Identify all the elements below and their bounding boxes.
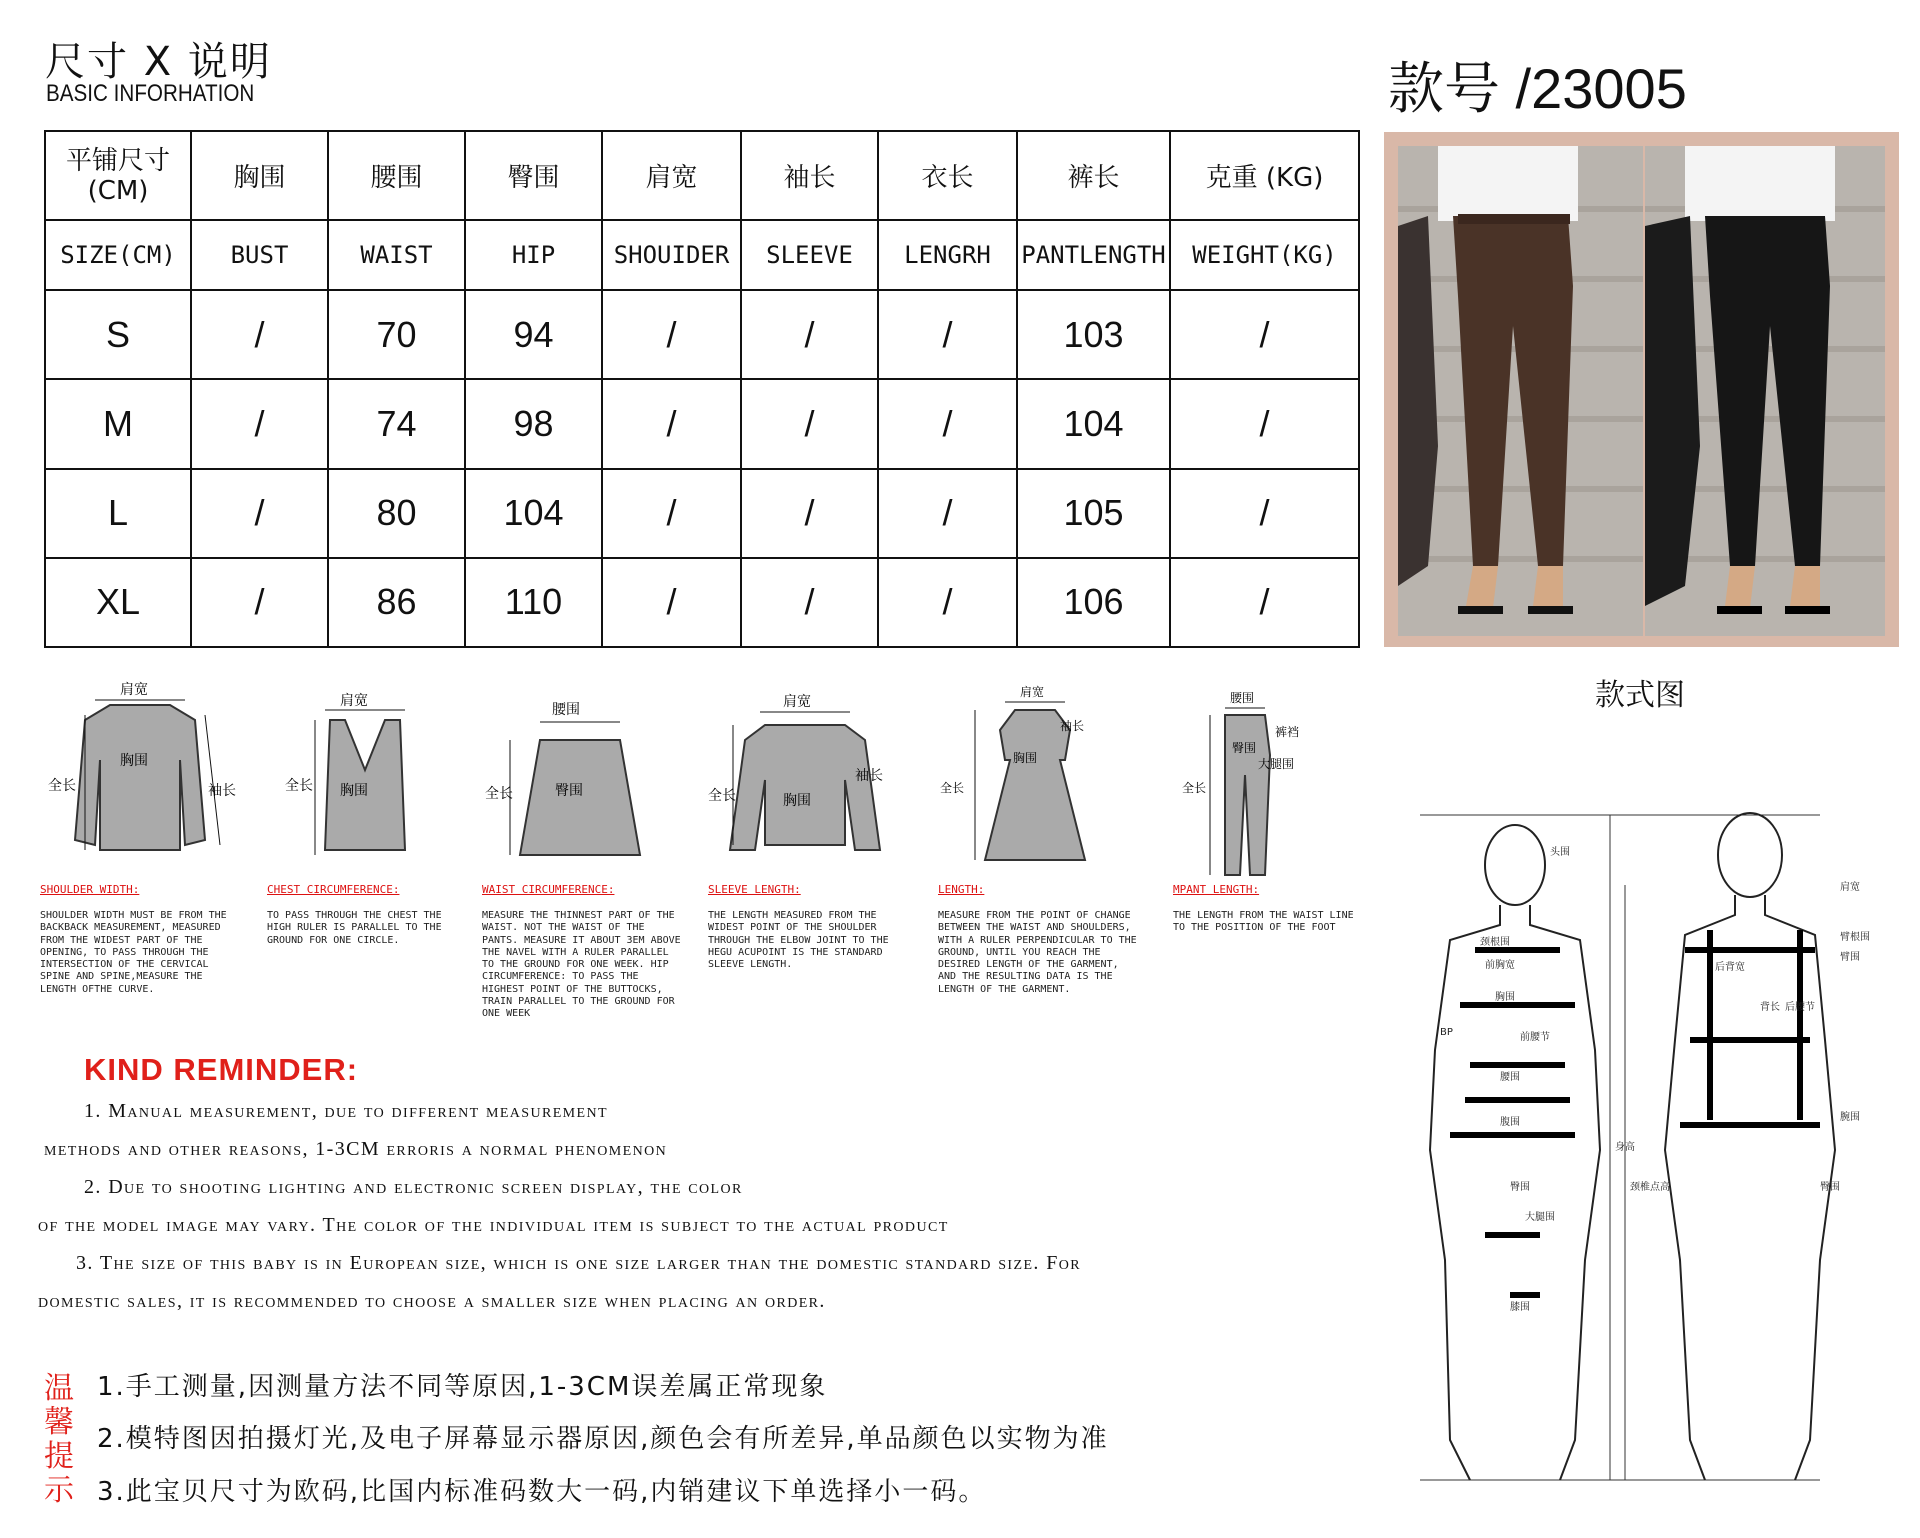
tip-line: 1.手工测量,因测量方法不同等原因,1-3CM误差属正常现象 xyxy=(97,1372,828,1402)
body-label: 后背宽 xyxy=(1715,962,1745,973)
style-number: 款号 /23005 xyxy=(1388,57,1687,120)
table-cell: / xyxy=(741,379,878,468)
body-label: 臂围 xyxy=(1840,952,1860,963)
table-cell: 94 xyxy=(465,290,602,379)
product-photo-brown xyxy=(1398,146,1643,636)
table-cell: 110 xyxy=(465,558,602,647)
header-cell: 袖长 xyxy=(741,131,878,220)
diagram-label: 腰围 xyxy=(1230,691,1255,705)
header-cell: HIP xyxy=(465,220,602,290)
header-cell: BUST xyxy=(191,220,328,290)
table-cell: 98 xyxy=(465,379,602,468)
page-title-en: BASIC INFORHATION xyxy=(46,80,255,107)
diagram-desc: TO PASS THROUGH THE CHEST THE HIGH RULER IS PARALLEL TO THE GROUND FOR ONE CIRCLE. xyxy=(267,910,442,946)
diagram-label: 腰围 xyxy=(552,702,580,718)
table-cell: / xyxy=(602,469,741,558)
sweater-diagram xyxy=(705,680,905,880)
diagram-title: LENGTH: xyxy=(938,883,985,896)
header-cell: 裤长 xyxy=(1017,131,1170,220)
diagram-label: 裤裆 xyxy=(1275,725,1300,739)
table-row xyxy=(45,379,1359,468)
table-cell: 74 xyxy=(328,379,465,468)
body-label: 膝围 xyxy=(1510,1302,1530,1313)
table-header-en xyxy=(45,220,1359,290)
size-table xyxy=(44,130,1360,648)
table-cell: / xyxy=(741,469,878,558)
body-label: 身高 xyxy=(1615,1142,1635,1153)
diagram-label: 袖长 xyxy=(855,768,883,784)
diagram-label: 肩宽 xyxy=(120,682,148,698)
skirt-diagram xyxy=(480,680,680,880)
diagram-label: 胸围 xyxy=(783,793,811,809)
header-cell: SIZE(CM) xyxy=(45,220,191,290)
diagram-desc: MEASURE FROM THE POINT OF CHANGE BETWEEN THE WAIST AND SHOULDERS, WITH A RULER PERPENDICULAR TO THE GROUND, UNTIL YOU REACH THE DESIRED LENGTH OF THE GARMENT, AND THE RESULTING DATA IS THE LENGTH OF THE GARMENT. xyxy=(938,910,1137,995)
header-cell: LENGRH xyxy=(878,220,1017,290)
body-label: 前腰节 xyxy=(1520,1032,1550,1043)
tips-label-char: 提 xyxy=(44,1439,74,1474)
header-cell: 衣长 xyxy=(878,131,1017,220)
table-cell: / xyxy=(1170,379,1359,468)
table-cell: / xyxy=(191,469,328,558)
body-label: 背长 xyxy=(1760,1002,1780,1013)
table-row xyxy=(45,290,1359,379)
diagram-title: SHOULDER WIDTH: xyxy=(40,883,140,896)
tips-label-char: 示 xyxy=(44,1473,74,1508)
table-row xyxy=(45,558,1359,647)
reminder-line: methods and other reasons, 1-3CM erroris a normal phenomenon xyxy=(44,1138,668,1160)
table-cell: S xyxy=(45,290,191,379)
table-cell: / xyxy=(1170,558,1359,647)
body-label: 颈椎点高 xyxy=(1630,1182,1670,1193)
diagram-label: 肩宽 xyxy=(1020,685,1045,699)
header-cell: 肩宽 xyxy=(602,131,741,220)
diagram-label: 全长 xyxy=(285,778,313,794)
body-label: 臀围 xyxy=(1820,1182,1840,1193)
tip-line: 3.此宝贝尺寸为欧码,比国内标准码数大一码,内销建议下单选择小一码。 xyxy=(97,1477,987,1507)
table-cell: M xyxy=(45,379,191,468)
tips-label-char: 温 xyxy=(44,1371,74,1406)
table-cell: 104 xyxy=(1017,379,1170,468)
table-cell: 105 xyxy=(1017,469,1170,558)
body-label: 胸围 xyxy=(1495,992,1515,1003)
diagram-desc: THE LENGTH MEASURED FROM THE WIDEST POINT OF THE SHOULDER THROUGH THE ELBOW JOINT TO THE HEGU ACUPOINT IS THE STANDARD SLEEVE LENGTH. xyxy=(708,910,889,971)
header-cell: 腰围 xyxy=(328,131,465,220)
diagram-label: 胸围 xyxy=(120,753,148,769)
header-cell: SLEEVE xyxy=(741,220,878,290)
diagram-label: 袖长 xyxy=(208,783,236,799)
diagram-label: 肩宽 xyxy=(340,693,368,709)
table-cell: / xyxy=(191,290,328,379)
diagram-label: 全长 xyxy=(940,781,965,795)
diagram-label: 全长 xyxy=(485,786,513,802)
tank-diagram xyxy=(265,680,465,880)
diagram-title: SLEEVE LENGTH: xyxy=(708,883,801,896)
diagram-label: 胸围 xyxy=(1013,751,1038,765)
body-label: 颈根围 xyxy=(1480,937,1510,948)
body-label: 肩宽 xyxy=(1840,882,1860,893)
table-cell: / xyxy=(602,558,741,647)
body-measurement-chart xyxy=(1360,790,1900,1510)
diagram-label: 全长 xyxy=(708,788,736,804)
table-cell: 106 xyxy=(1017,558,1170,647)
table-cell: 104 xyxy=(465,469,602,558)
diagram-label: 臀围 xyxy=(555,783,583,799)
body-label: 臀围 xyxy=(1510,1182,1530,1193)
diagram-label: 全长 xyxy=(1182,781,1207,795)
table-cell: / xyxy=(878,469,1017,558)
table-cell: 86 xyxy=(328,558,465,647)
photo-caption: 款式图 xyxy=(1595,678,1685,713)
diagram-title: MPANT LENGTH: xyxy=(1173,883,1260,896)
table-cell: 80 xyxy=(328,469,465,558)
diagram-desc: MEASURE THE THINNEST PART OF THE WAIST. NOT THE WAIST OF THE PANTS. MEASURE IT ABOUT 3EM ABOVE THE NAVEL WITH A RULER PARALLEL TO THE GROUND FOR ONE WEEK. HIP CIRCUMFERENCE: TO PASS THE HIGHEST POINT OF THE BUTTOCKS, TRAIN PARALLEL TO THE GROUND FOR ONE WEEK xyxy=(482,910,681,1020)
table-cell: / xyxy=(191,379,328,468)
table-cell: / xyxy=(741,290,878,379)
header-cell: WAIST xyxy=(328,220,465,290)
reminder-line: domestic sales, it is recommended to choose a smaller size when placing an order. xyxy=(38,1290,826,1312)
body-label: 臂根围 xyxy=(1840,932,1870,943)
header-cell: PANTLENGTH xyxy=(1017,220,1170,290)
header-cell: SHOUIDER xyxy=(602,220,741,290)
pants-diagram xyxy=(1170,680,1370,880)
table-cell: / xyxy=(878,558,1017,647)
table-cell: / xyxy=(1170,469,1359,558)
table-cell: / xyxy=(1170,290,1359,379)
body-label: 头围 xyxy=(1550,847,1570,858)
table-row xyxy=(45,469,1359,558)
header-cell: 胸围 xyxy=(191,131,328,220)
reminder-title: KIND REMINDER: xyxy=(84,1052,359,1087)
header-cell: 平铺尺寸 (CM) xyxy=(45,131,191,220)
reminder-line: of the model image may vary. The color of the individual item is subject to the actual product xyxy=(38,1214,949,1236)
table-cell: / xyxy=(602,290,741,379)
product-photo-black xyxy=(1645,146,1885,636)
table-cell: / xyxy=(878,379,1017,468)
body-label: 大腿围 xyxy=(1525,1212,1555,1223)
table-cell: 103 xyxy=(1017,290,1170,379)
reminder-line: 2. Due to shooting lighting and electronic screen display, the color xyxy=(84,1176,743,1198)
diagram-desc: SHOULDER WIDTH MUST BE FROM THE BACKBACK MEASUREMENT, MEASURED FROM THE WIDEST PART OF THE OPENING, TO PASS THROUGH THE INTERSECTION OF THE CERVICAL SPINE AND SPINE,MEASURE THE LENGTH OFTHE CURVE. xyxy=(40,910,227,995)
table-cell: 70 xyxy=(328,290,465,379)
header-cell: 臀围 xyxy=(465,131,602,220)
diagram-title: CHEST CIRCUMFERENCE: xyxy=(267,883,400,896)
diagram-label: 胸围 xyxy=(340,783,368,799)
reminder-line: 3. The size of this baby is in European size, which is one size larger than the domestic standard size. For xyxy=(76,1252,1081,1274)
body-label: 前胸宽 xyxy=(1485,960,1515,971)
dress-diagram xyxy=(935,680,1135,880)
table-cell: / xyxy=(602,379,741,468)
table-cell: / xyxy=(741,558,878,647)
page-title-cn: 尺寸 X 说明 xyxy=(45,39,272,85)
body-label: 腕围 xyxy=(1840,1112,1860,1123)
diagram-label: 大腿围 xyxy=(1258,757,1295,771)
jacket-diagram xyxy=(40,680,240,880)
body-label: 腰围 xyxy=(1500,1072,1520,1083)
body-label: 后腰节 xyxy=(1785,1002,1815,1013)
table-cell: / xyxy=(878,290,1017,379)
table-header-cn xyxy=(45,131,1359,220)
reminder-line: 1. Manual measurement, due to different measurement xyxy=(84,1100,608,1122)
tips-label-char: 馨 xyxy=(44,1405,74,1440)
diagram-label: 全长 xyxy=(48,778,76,794)
diagram-label: 袖长 xyxy=(1060,719,1085,733)
diagram-title: WAIST CIRCUMFERENCE: xyxy=(482,883,615,896)
diagram-label: 肩宽 xyxy=(783,694,811,710)
body-label: BP xyxy=(1440,1027,1453,1038)
table-cell: / xyxy=(191,558,328,647)
body-label: 腹围 xyxy=(1500,1117,1520,1128)
table-cell: L xyxy=(45,469,191,558)
table-cell: XL xyxy=(45,558,191,647)
tip-line: 2.模特图因拍摄灯光,及电子屏幕显示器原因,颜色会有所差异,单品颜色以实物为准 xyxy=(97,1424,1109,1454)
header-cell: WEIGHT(KG) xyxy=(1170,220,1359,290)
diagram-label: 臀围 xyxy=(1232,741,1257,755)
header-cell: 克重 (KG) xyxy=(1170,131,1359,220)
diagram-desc: THE LENGTH FROM THE WAIST LINE TO THE POSITION OF THE FOOT xyxy=(1173,910,1354,934)
